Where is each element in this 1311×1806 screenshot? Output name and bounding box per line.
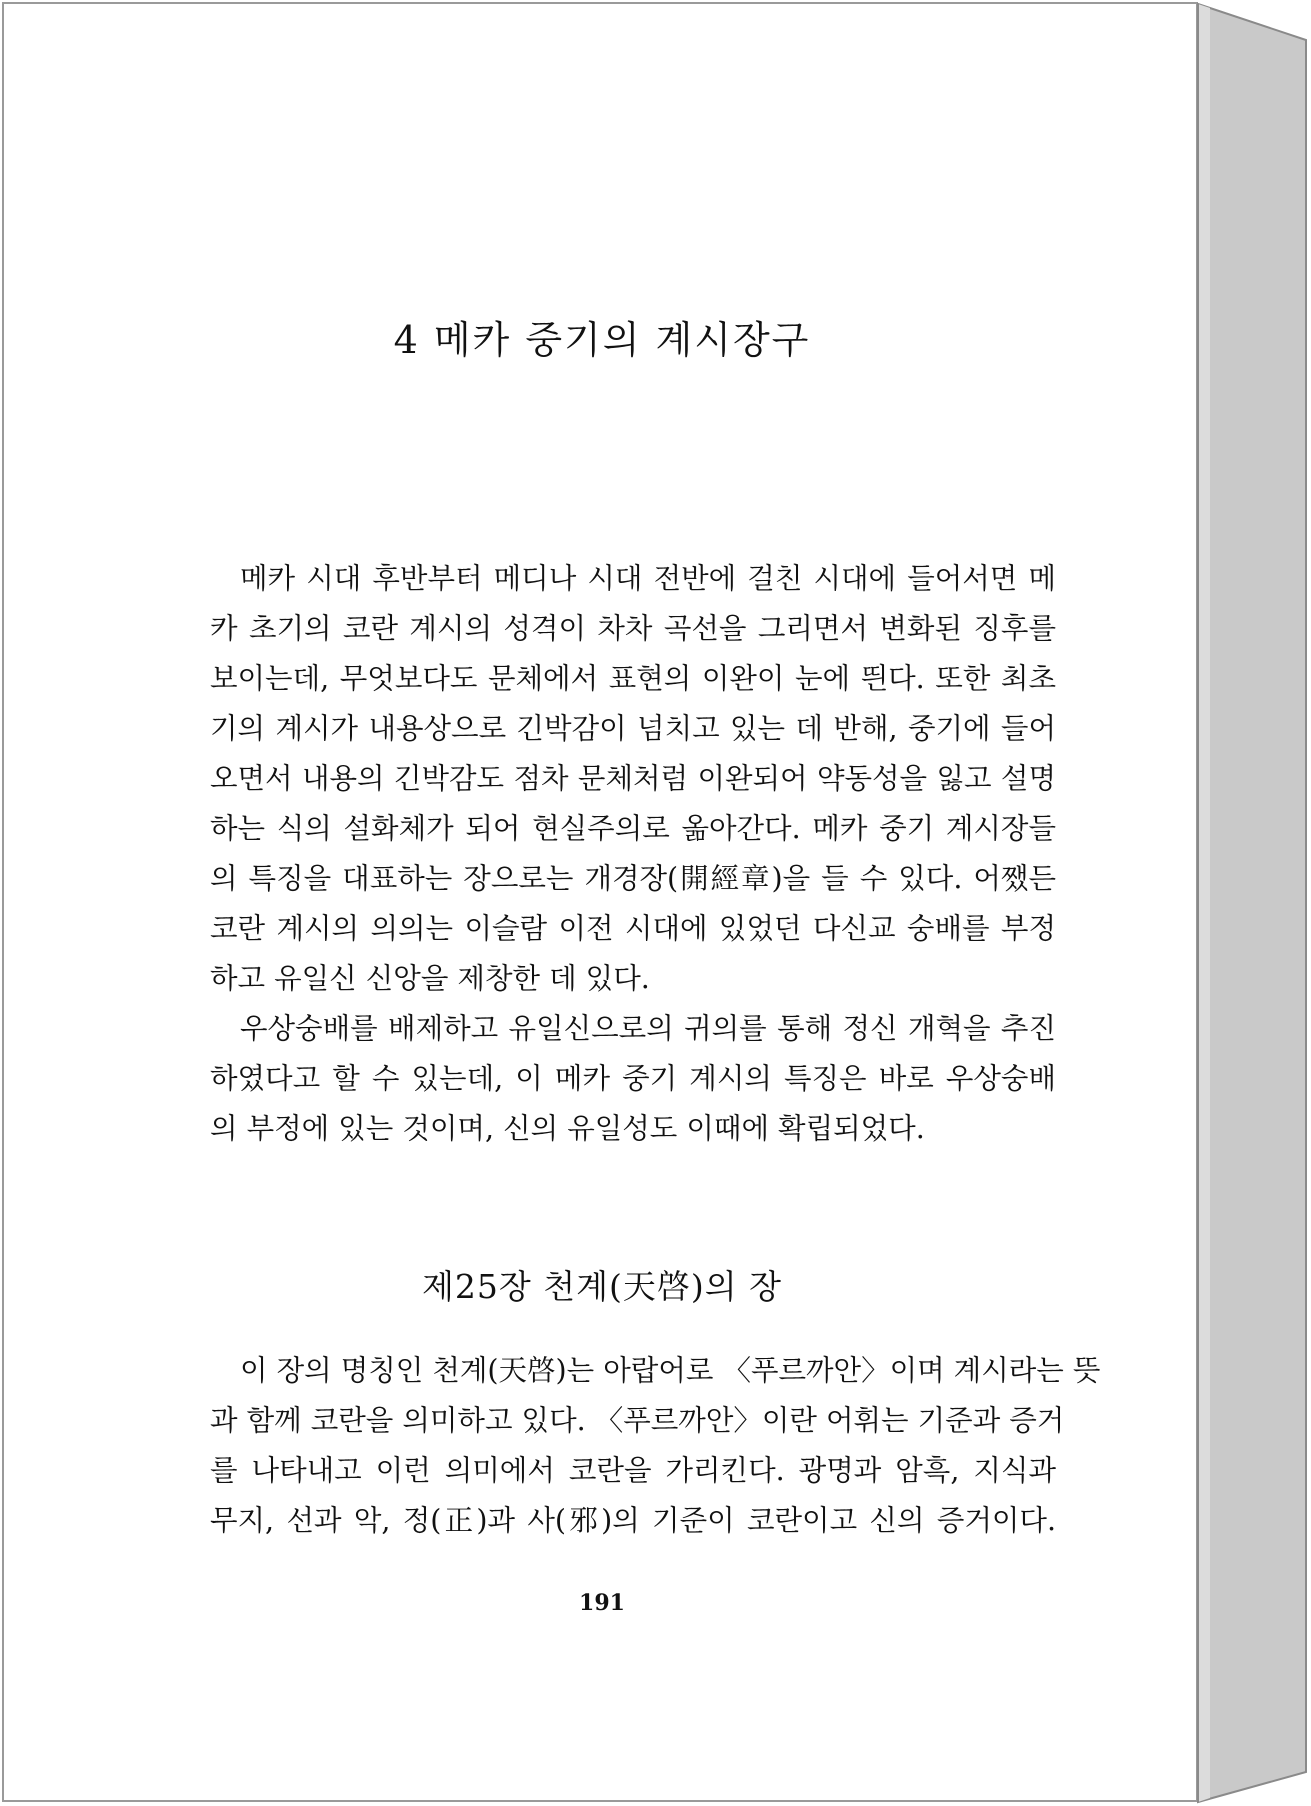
text-line: 오면서 내용의 긴박감도 점차 문체처럼 이완되어 약동성을 잃고 설명 — [210, 762, 1056, 795]
text-line: 의 특징을 대표하는 장으로는 개경장(開經章)을 들 수 있다. 어쨌든 — [210, 862, 1056, 895]
text-line: 기의 계시가 내용상으로 긴박감이 넘치고 있는 데 반해, 중기에 들어 — [210, 712, 1056, 745]
book-edge — [1196, 0, 1311, 1806]
text-line: 를 나타내고 이런 의미에서 코란을 가리킨다. 광명과 암흑, 지식과 — [210, 1454, 1056, 1487]
text-line: 우상숭배를 배제하고 유일신으로의 귀의를 통해 정신 개혁을 추진 — [240, 1012, 1056, 1045]
text-line: 메카 시대 후반부터 메디나 시대 전반에 걸친 시대에 들어서면 메 — [240, 562, 1056, 595]
section-text — [210, 1346, 1101, 1546]
text-line: 하고 유일신 신앙을 제창한 데 있다. — [210, 962, 650, 995]
section-title: 제25장 천계(天啓)의 장 — [422, 1267, 782, 1306]
text-line: 이 장의 명칭인 천계(天啓)는 아랍어로 〈푸르까안〉이며 계시라는 뜻 — [240, 1354, 1101, 1387]
text-line: 무지, 선과 악, 정(正)과 사(邪)의 기준이 코란이고 신의 증거이다. — [210, 1504, 1056, 1537]
text-line: 하는 식의 설화체가 되어 현실주의로 옮아간다. 메카 중기 계시장들 — [210, 812, 1056, 845]
book-page — [2, 2, 1198, 1802]
text-line: 카 초기의 코란 계시의 성격이 차차 곡선을 그리면서 변화된 징후를 — [210, 612, 1056, 645]
text-line: 하였다고 할 수 있는데, 이 메카 중기 계시의 특징은 바로 우상숭배 — [210, 1062, 1056, 1095]
text-line: 보이는데, 무엇보다도 문체에서 표현의 이완이 눈에 띈다. 또한 최초 — [210, 662, 1056, 695]
text-line: 의 부정에 있는 것이며, 신의 유일성도 이때에 확립되었다. — [210, 1112, 925, 1145]
text-line: 코란 계시의 의의는 이슬람 이전 시대에 있었던 다신교 숭배를 부정 — [210, 912, 1056, 945]
text-line: 과 함께 코란을 의미하고 있다. 〈푸르까안〉이란 어휘는 기준과 증거 — [210, 1404, 1065, 1437]
page-number: 191 — [579, 1590, 625, 1616]
chapter-title: 4 메카 중기의 계시장구 — [393, 318, 811, 362]
intro-text — [210, 554, 1056, 1154]
